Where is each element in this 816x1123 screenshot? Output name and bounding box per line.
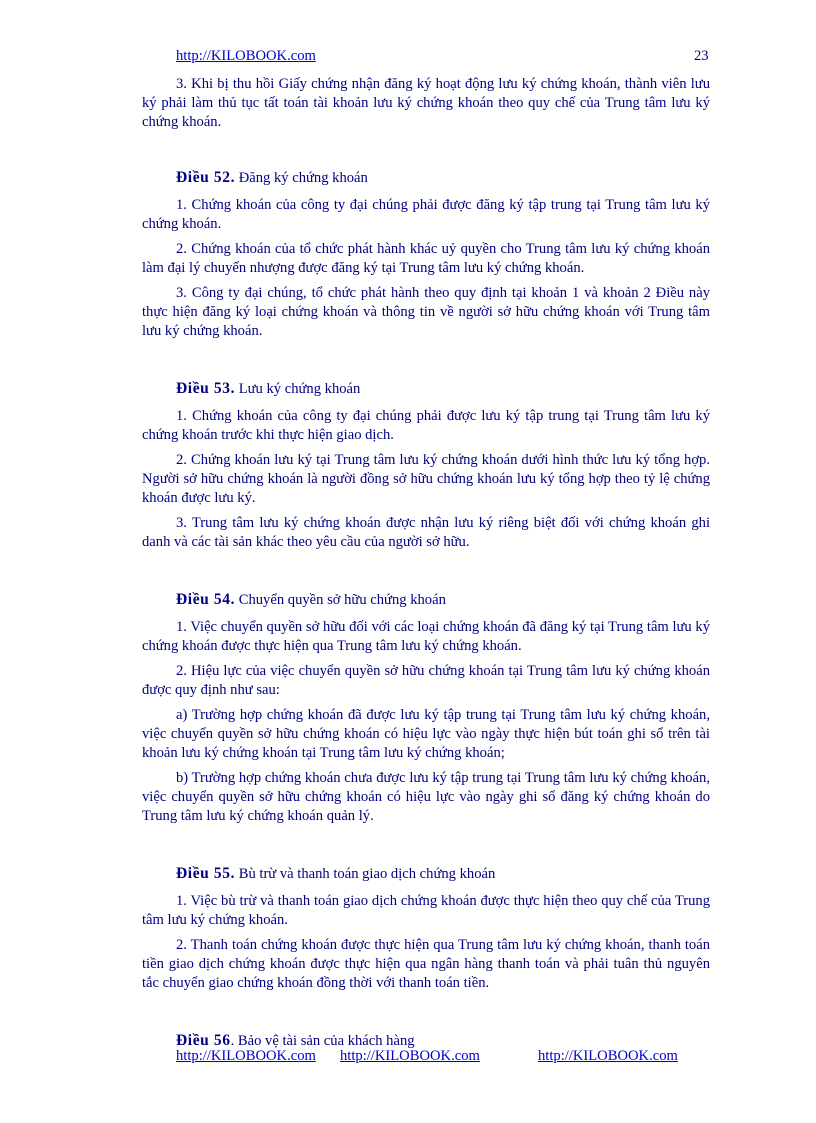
paragraph: a) Trường hợp chứng khoán đã được lưu ký tập trung tại Trung tâm lưu ký chứng khoán, việc chuyển quyền sở hữu chứng khoán có hiệu lực vào ngày thực hiện bút toán ghi sổ trên tài khoản lưu ký chứng khoán tại Trung tâm lưu ký chứng khoán; (142, 707, 710, 761)
article-heading (142, 864, 710, 884)
article-label: Điều 52. (176, 169, 236, 186)
footer-link-1[interactable]: http://KILOBOOK.com (176, 1048, 316, 1064)
article-title: Đăng ký chứng khoán (238, 170, 368, 186)
page-number: 23 (694, 48, 709, 64)
header-link[interactable]: http://KILOBOOK.com (176, 48, 316, 64)
footer-link-2[interactable]: http://KILOBOOK.com (340, 1048, 480, 1064)
article-label: Điều 55. (176, 865, 236, 882)
article-title: Chuyển quyền sở hữu chứng khoán (238, 592, 446, 608)
paragraph: 1. Chứng khoán của công ty đại chúng phải được đăng ký tập trung tại Trung tâm lưu ký chứng khoán. (142, 197, 710, 232)
article-label: Điều 54. (176, 591, 236, 608)
intro-paragraph: 3. Khi bị thu hồi Giấy chứng nhận đăng ký hoạt động lưu ký chứng khoán, thành viên lưu ký phải làm thủ tục tất toán tài khoản lưu ký chứng khoán theo quy chế của Trung tâm lưu ký chứng khoán. (142, 76, 710, 130)
article-54 (142, 590, 710, 826)
paragraph: 1. Chứng khoán của công ty đại chúng phải được lưu ký tập trung tại Trung tâm lưu ký chứng khoán trước khi thực hiện giao dịch. (142, 408, 710, 443)
paragraph: 3. Công ty đại chúng, tổ chức phát hành theo quy định tại khoản 1 và khoản 2 Điều này thực hiện đăng ký loại chứng khoán và thông tin về người sở hữu chứng khoán với Trung tâm lưu ký chứng khoán. (142, 285, 710, 339)
document-body (142, 75, 710, 1059)
article-label: Điều 53. (176, 380, 236, 397)
paragraph: 1. Việc bù trừ và thanh toán giao dịch chứng khoán được thực hiện theo quy chế của Trung tâm lưu ký chứng khoán. (142, 893, 710, 928)
article-heading (142, 379, 710, 399)
article-title: Lưu ký chứng khoán (238, 381, 361, 397)
paragraph: 1. Việc chuyển quyền sở hữu đối với các loại chứng khoán đã đăng ký tại Trung tâm lưu ký chứng khoán được thực hiện qua Trung tâm lưu ký chứng khoán. (142, 619, 710, 654)
article-title: . Bảo vệ tài sản của khách hàng (230, 1033, 415, 1049)
paragraph: 3. Trung tâm lưu ký chứng khoán được nhận lưu ký riêng biệt đối với chứng khoán ghi danh và các tài sản khác theo yêu cầu của người sở hữu. (142, 515, 710, 550)
footer-link-3[interactable]: http://KILOBOOK.com (538, 1048, 678, 1064)
article-53 (142, 379, 710, 552)
paragraph: 2. Hiệu lực của việc chuyển quyền sở hữu chứng khoán tại Trung tâm lưu ký chứng khoán được quy định như sau: (142, 663, 710, 698)
article-title: Bù trừ và thanh toán giao dịch chứng khoán (238, 866, 496, 882)
paragraph: 2. Thanh toán chứng khoán được thực hiện qua Trung tâm lưu ký chứng khoán, thanh toán tiền giao dịch chứng khoán được thực hiện qua ngân hàng thanh toán và phải tuân thủ nguyên tắc chuyển giao chứng khoán đồng thời với thanh toán tiền. (142, 937, 710, 991)
paragraph: 2. Chứng khoán của tổ chức phát hành khác uỷ quyền cho Trung tâm lưu ký chứng khoán làm đại lý chuyển nhượng được đăng ký tại Trung tâm lưu ký chứng khoán. (142, 241, 710, 276)
article-heading (142, 168, 710, 188)
article-label: Điều 56 (176, 1032, 231, 1049)
article-52 (142, 168, 710, 341)
article-55 (142, 864, 710, 993)
paragraph: 2. Chứng khoán lưu ký tại Trung tâm lưu ký chứng khoán dưới hình thức lưu ký tổng hợp. Người sở hữu chứng khoán là người đồng sở hữu chứng khoán lưu ký tổng hợp theo tỷ lệ chứng khoán được lưu ký. (142, 452, 710, 506)
paragraph: b) Trường hợp chứng khoán chưa được lưu ký tập trung tại Trung tâm lưu ký chứng khoán, việc chuyển quyền sở hữu chứng khoán có hiệu lực vào ngày ghi sổ đăng ký chứng khoán do Trung tâm lưu ký chứng khoán quản lý. (142, 770, 710, 824)
article-heading (142, 590, 710, 610)
